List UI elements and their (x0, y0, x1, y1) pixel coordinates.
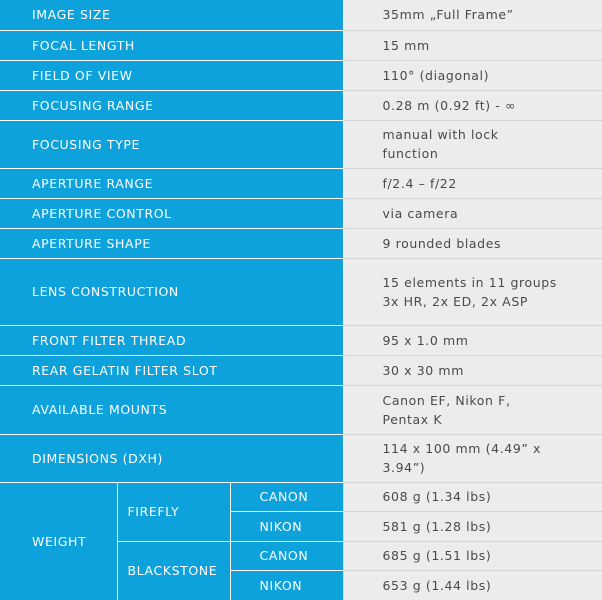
spec-row (0, 90, 602, 120)
spec-label: FOCUSING RANGE (0, 90, 343, 120)
spec-row (0, 258, 602, 325)
spec-row (0, 325, 602, 355)
weight-value: 653 g (1.44 lbs) (343, 570, 602, 600)
spec-row (0, 198, 602, 228)
spec-row (0, 120, 602, 168)
spec-label: APERTURE RANGE (0, 168, 343, 198)
mount-label: NIKON (230, 570, 343, 600)
weight-value: 685 g (1.51 lbs) (343, 541, 602, 570)
spec-value: 30 x 30 mm (343, 355, 602, 385)
spec-value: f/2.4 – f/22 (343, 168, 602, 198)
mount-label: CANON (230, 541, 343, 570)
spec-value: 0.28 m (0.92 ft) - ∞ (343, 90, 602, 120)
spec-label: APERTURE CONTROL (0, 198, 343, 228)
spec-label: APERTURE SHAPE (0, 228, 343, 258)
weight-value: 608 g (1.34 lbs) (343, 482, 602, 511)
spec-label: FRONT FILTER THREAD (0, 325, 343, 355)
weight-row (0, 482, 602, 511)
spec-row (0, 0, 602, 30)
spec-label: FOCUSING TYPE (0, 120, 343, 168)
spec-row (0, 355, 602, 385)
spec-label: REAR GELATIN FILTER SLOT (0, 355, 343, 385)
weight-group-label: BLACKSTONE (117, 541, 230, 600)
spec-row (0, 434, 602, 482)
spec-label: FOCAL LENGTH (0, 30, 343, 60)
spec-label: DIMENSIONS (DXH) (0, 434, 343, 482)
spec-label: AVAILABLE MOUNTS (0, 385, 343, 434)
weight-group-label: FIREFLY (117, 482, 230, 541)
spec-label: LENS CONSTRUCTION (0, 258, 343, 325)
spec-value: 15 elements in 11 groups 3x HR, 2x ED, 2x ASP (343, 258, 602, 325)
mount-label: CANON (230, 482, 343, 511)
spec-value: manual with lock function (343, 120, 602, 168)
spec-label: FIELD OF VIEW (0, 60, 343, 90)
spec-row (0, 228, 602, 258)
spec-value: 110° (diagonal) (343, 60, 602, 90)
spec-value: 114 x 100 mm (4.49” x 3.94”) (343, 434, 602, 482)
spec-value: Canon EF, Nikon F, Pentax K (343, 385, 602, 434)
spec-value: 95 x 1.0 mm (343, 325, 602, 355)
spec-value: via camera (343, 198, 602, 228)
weight-value: 581 g (1.28 lbs) (343, 511, 602, 541)
spec-value: 9 rounded blades (343, 228, 602, 258)
spec-label: IMAGE SIZE (0, 0, 343, 30)
spec-value: 15 mm (343, 30, 602, 60)
weight-label: WEIGHT (0, 482, 117, 600)
spec-row (0, 60, 602, 90)
spec-row (0, 385, 602, 434)
spec-row (0, 30, 602, 60)
mount-label: NIKON (230, 511, 343, 541)
spec-row (0, 168, 602, 198)
spec-value: 35mm „Full Frame” (343, 0, 602, 30)
